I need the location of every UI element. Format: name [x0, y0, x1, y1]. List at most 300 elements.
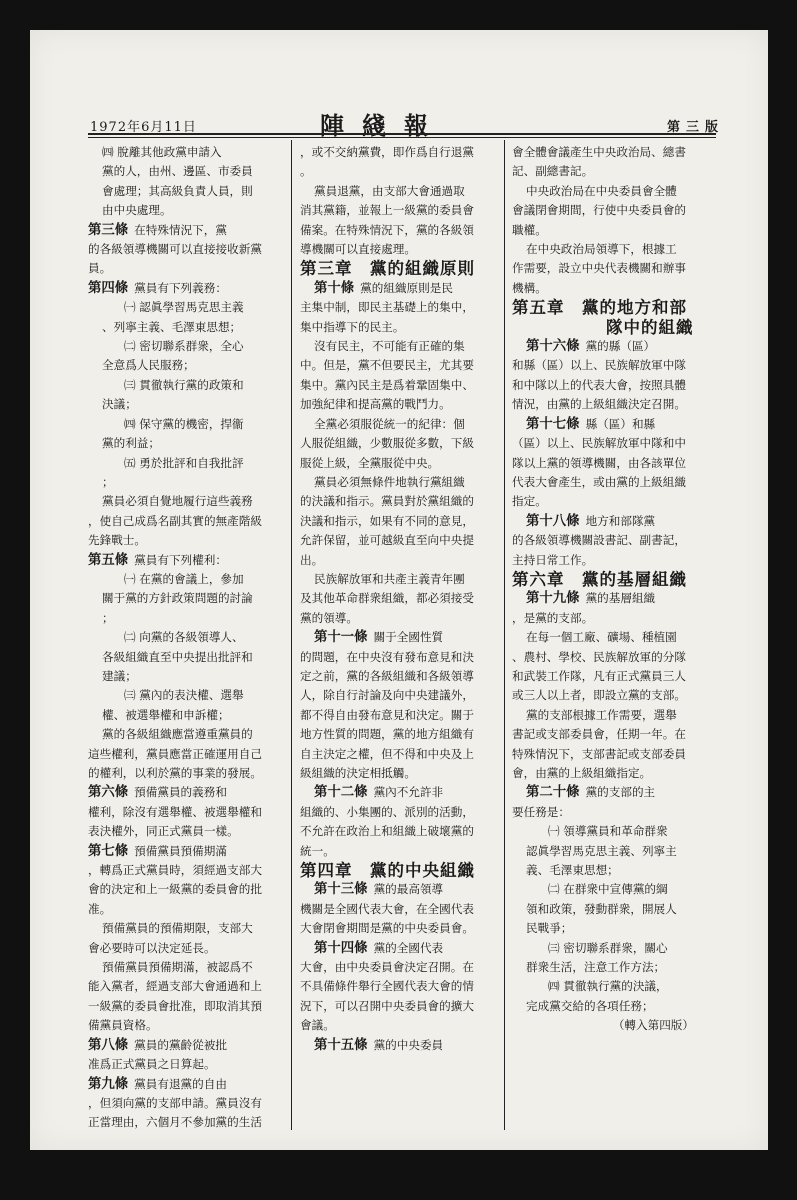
- line-text: 黨員必須自覺地履行這些義務: [102, 494, 253, 509]
- line-text: ，是黨的支部。: [512, 610, 594, 625]
- line-text: 自主決定之權，但不得和中央及上: [300, 746, 474, 761]
- text-line: [300, 764, 498, 783]
- text-line: [512, 977, 716, 996]
- line-text: 全黨必須服從統一的紀律：個: [314, 416, 465, 431]
- line-text: ，或不交納黨費，即作爲自行退黨: [300, 145, 474, 159]
- line-text: 建議；: [102, 668, 137, 683]
- text-line: [88, 259, 286, 278]
- line-text: ㈢ 密切聯系群衆，關心: [548, 940, 668, 955]
- line-text: 不允許在政治上和組織上破壞黨的: [300, 824, 474, 839]
- line-text: 主持日常工作。: [512, 552, 594, 567]
- text-line: [300, 201, 498, 220]
- line-text: 預備黨員預備期滿，被認爲不: [102, 960, 253, 975]
- line-text: 機構。: [512, 280, 547, 295]
- article-number: 第六條: [88, 784, 129, 801]
- text-line: [300, 551, 498, 570]
- text-line: [300, 454, 498, 473]
- line-text: ㈤ 勇於批評和自我批評: [124, 455, 244, 470]
- line-text: 員。: [88, 261, 112, 276]
- chapter-heading: [512, 570, 716, 589]
- line-text: 備黨員資格。: [88, 1018, 158, 1033]
- line-text: 大會閉會期間是黨的中央委員會。: [300, 921, 474, 936]
- line-text: ，轉爲正式黨員時，須經過支部大: [88, 863, 262, 878]
- line-text: 和縣（區）以上、民族解放軍中隊: [512, 358, 686, 373]
- text-line: [88, 1055, 286, 1074]
- text-line: [300, 240, 498, 259]
- text-line: [88, 1094, 286, 1113]
- text-line: [88, 686, 286, 705]
- text-line: [300, 221, 498, 240]
- text-line: [300, 880, 498, 899]
- text-line: [88, 162, 286, 181]
- chapter-heading: [300, 259, 498, 278]
- line-text: 黨的利益；: [102, 436, 160, 451]
- article-number: 第十四條: [314, 939, 368, 956]
- text-line: [512, 900, 716, 919]
- text-line: [88, 512, 286, 531]
- text-line: [300, 279, 498, 298]
- line-text: 認眞學習馬克思主義、列寧主: [526, 843, 677, 858]
- issue-date: 1972年6月11日: [90, 120, 197, 135]
- text-line: [512, 551, 716, 570]
- text-line: [88, 609, 286, 628]
- line-text: ㈡ 向黨的各級領導人、: [124, 630, 244, 645]
- text-line: [88, 531, 286, 550]
- line-text: ㈣ 貫徹執行黨的決議，: [548, 979, 668, 994]
- text-line: [512, 842, 716, 861]
- line-text: 黨的中央委員: [373, 1037, 444, 1052]
- text-line: [300, 376, 498, 395]
- text-line: [300, 512, 498, 531]
- line-text: 人，除自行討論及向中央建議外，: [300, 688, 474, 703]
- line-text: 人服從組織，少數服從多數，下級: [300, 436, 474, 451]
- line-text: 況下，可以召開中央委員會的擴大: [300, 998, 474, 1013]
- text-line: [512, 454, 716, 473]
- line-text: ㈠ 在黨的會議上，參加: [124, 571, 244, 586]
- line-text: 在特殊情況下，黨: [134, 222, 227, 237]
- text-line: [300, 842, 498, 861]
- line-text: 和中隊以上的代表大會，按照具體: [512, 377, 686, 392]
- text-line: [88, 1036, 286, 1055]
- line-text: 集中。黨內民主是爲着鞏固集中、: [300, 377, 474, 392]
- line-text: 准爲正式黨員之日算起。: [88, 1057, 216, 1072]
- line-text: 完成黨交給的各項任務；: [526, 998, 654, 1013]
- line-text: 關于全國性質: [373, 630, 444, 645]
- text-line: [512, 279, 716, 298]
- line-text: ，但須向黨的支部申請。黨員沒有: [88, 1095, 262, 1110]
- line-text: 黨的組織原則是民: [360, 280, 453, 295]
- text-line: [512, 764, 716, 783]
- line-text: 表決權外，同正式黨員一樣。: [88, 824, 239, 839]
- text-line: [300, 143, 498, 162]
- line-text: 關于黨的方針政策問題的討論: [102, 591, 253, 606]
- line-text: 會全體會議產生中央政治局、總書: [512, 145, 686, 159]
- line-text: 都不得自由發布意見和決定。關于: [300, 707, 474, 722]
- text-line: [88, 395, 286, 414]
- line-text: 機關是全國代表大會，在全國代表: [300, 901, 474, 916]
- line-text: 要任務是：: [512, 804, 570, 819]
- text-line: [300, 434, 498, 453]
- line-text: 群衆生活，注意工作方法；: [526, 960, 666, 975]
- text-line: [88, 977, 286, 996]
- line-text: 黨的最高領導: [373, 882, 444, 897]
- chapter-heading: [300, 861, 498, 880]
- line-text: 黨員退黨，由支部大會通過取: [314, 183, 465, 198]
- line-text: ㈡ 在群衆中宣傳黨的綱: [548, 882, 668, 897]
- text-line: [88, 958, 286, 977]
- line-text: 第四章 黨的中央組織: [300, 861, 475, 881]
- line-text: 定之前，黨的各級組織和各級領導: [300, 668, 474, 683]
- text-line: [88, 551, 286, 570]
- text-line: [88, 939, 286, 958]
- line-text: 主集中制，即民主基礎上的集中，: [300, 300, 474, 315]
- line-text: 預備黨員預備期滿: [134, 843, 227, 858]
- text-line: [300, 822, 498, 841]
- text-line: [512, 783, 716, 802]
- text-line: [512, 861, 716, 880]
- line-text: 正當理由，六個月不參加黨的生活: [88, 1115, 262, 1130]
- line-text: 組織的、小集團的、派別的活動，: [300, 804, 474, 819]
- text-line: [88, 900, 286, 919]
- text-line: [512, 648, 716, 667]
- text-line: [88, 298, 286, 317]
- text-line: [88, 725, 286, 744]
- line-text: 預備黨員的預備期限，支部大: [102, 921, 253, 936]
- text-line: [512, 492, 716, 511]
- text-line: [88, 1016, 286, 1035]
- line-text: 不具備條件舉行全國代表大會的情: [300, 979, 474, 994]
- article-number: 第四條: [88, 279, 129, 296]
- line-text: 職權。: [512, 222, 547, 237]
- text-line: [88, 143, 286, 162]
- text-column-1: [88, 143, 286, 1133]
- text-line: [300, 298, 498, 317]
- line-text: 會議。: [300, 1018, 335, 1033]
- line-text: 。: [300, 164, 312, 179]
- line-text: 允許保留，並可越級直至向中央提: [300, 533, 474, 548]
- line-text: 義、毛澤東思想；: [526, 863, 619, 878]
- line-text: 、農村、學校、民族解放軍的分隊: [512, 649, 686, 664]
- text-line: [300, 162, 498, 181]
- text-line: [300, 337, 498, 356]
- text-column-3: [512, 143, 716, 1036]
- line-text: 民戰爭；: [526, 921, 573, 936]
- newspaper-title: 陣綫報: [320, 111, 446, 140]
- article-number: 第十六條: [526, 338, 580, 355]
- text-line: [88, 473, 286, 492]
- text-line: [88, 589, 286, 608]
- line-text: 出。: [300, 552, 324, 567]
- line-text: 加強紀律和提高黨的戰鬥力。: [300, 397, 451, 412]
- line-text: 民族解放軍和共產主義青年團: [314, 571, 465, 586]
- article-number: 第十五條: [314, 1036, 368, 1053]
- line-text: 、列寧主義、毛澤東思想；: [102, 319, 242, 334]
- line-text: 及其他革命群衆組織，都必須接受: [300, 591, 474, 606]
- line-text: 沒有民主，不可能有正確的集: [314, 339, 465, 354]
- text-line: [512, 337, 716, 356]
- line-text: 導機關可以直接處理。: [300, 242, 416, 257]
- line-text: ㈢ 黨內的表決權、選舉: [124, 688, 244, 703]
- line-text: 服從上級，全黨服從中央。: [300, 455, 440, 470]
- article-number: 第八條: [88, 1036, 129, 1053]
- text-line: [88, 667, 286, 686]
- text-line: [300, 570, 498, 589]
- line-text: ㈣ 脫離其他政黨申請入: [102, 145, 222, 159]
- line-text: 會議閉會期間，行使中央委員會的: [512, 203, 686, 218]
- text-line: [88, 221, 286, 240]
- line-text: 或三人以上者，即設立黨的支部。: [512, 688, 686, 703]
- line-text: 地方和部隊黨: [585, 513, 656, 528]
- article-number: 第十七條: [526, 415, 580, 432]
- text-line: [88, 1113, 286, 1132]
- line-text: 黨的人，由州、邊區、市委員: [102, 164, 253, 179]
- text-line: [300, 182, 498, 201]
- masthead: [58, 100, 730, 140]
- article-number: 第十一條: [314, 629, 368, 646]
- column-divider-1: [291, 140, 292, 1130]
- text-line: [88, 376, 286, 395]
- text-line: [88, 337, 286, 356]
- line-text: 大會，由中央委員會決定召開。在: [300, 960, 474, 975]
- line-text: 先鋒戰士。: [88, 533, 146, 548]
- line-text: 黨的領導。: [300, 610, 358, 625]
- text-line: [512, 667, 716, 686]
- line-text: 能入黨者，經過支部大會通過和上: [88, 979, 262, 994]
- text-column-2: [300, 143, 498, 1055]
- text-line: [88, 648, 286, 667]
- text-line: [300, 609, 498, 628]
- line-text: 領和政策，發動群衆，開展人: [526, 901, 677, 916]
- article-number: 第二十條: [526, 784, 580, 801]
- text-line: [300, 919, 498, 938]
- text-line: [512, 803, 716, 822]
- line-text: 黨員必須無條件地執行黨組織: [314, 474, 465, 489]
- article-number: 第十九條: [526, 590, 580, 607]
- text-line: [300, 648, 498, 667]
- line-text: 會處理；其高級負責人員，則: [102, 183, 253, 198]
- page-number: 第三版: [666, 120, 724, 135]
- line-text: 書記或支部委員會，任期一年。在: [512, 727, 686, 742]
- line-text: 黨的全國代表: [373, 940, 444, 955]
- line-text: 中。但是，黨不但要民主，尤其要: [300, 358, 474, 373]
- text-line: [512, 880, 716, 899]
- line-text: 的決議和指示。黨員對於黨組織的: [300, 494, 474, 509]
- text-line: [88, 706, 286, 725]
- article-number: 第十條: [314, 279, 355, 296]
- line-text: 代表大會產生，或由黨的上級組織: [512, 474, 686, 489]
- text-line: [300, 1016, 498, 1035]
- text-line: [512, 589, 716, 608]
- text-line: [512, 745, 716, 764]
- line-text: 這些權利，黨員應當正確運用自己: [88, 746, 262, 761]
- text-line: [512, 628, 716, 647]
- text-line: [512, 531, 716, 550]
- text-line: [300, 900, 498, 919]
- line-text: 特殊情況下，支部書記或支部委員: [512, 746, 686, 761]
- text-line: [512, 822, 716, 841]
- text-line: [300, 706, 498, 725]
- text-line: [300, 415, 498, 434]
- text-line: [88, 356, 286, 375]
- text-line: [88, 279, 286, 298]
- line-text: 指定。: [512, 494, 547, 509]
- text-line: [512, 162, 716, 181]
- text-line: [88, 1075, 286, 1094]
- text-line: [512, 356, 716, 375]
- line-text: ；: [102, 474, 114, 489]
- text-line: [300, 686, 498, 705]
- text-line: [512, 221, 716, 240]
- text-line: [512, 609, 716, 628]
- article-number: 第五條: [88, 551, 129, 568]
- line-text: （區）以上、民族解放軍中隊和中: [512, 436, 686, 451]
- text-line: [300, 395, 498, 414]
- text-line: [300, 628, 498, 647]
- text-line: [300, 531, 498, 550]
- line-text: 隊中的組織: [606, 317, 694, 337]
- text-line: [300, 745, 498, 764]
- text-line: [512, 939, 716, 958]
- text-line: [512, 415, 716, 434]
- text-line: [88, 997, 286, 1016]
- line-text: 第六章 黨的基層組織: [512, 569, 687, 589]
- line-text: ㈡ 密切聯系群衆，全心: [124, 339, 244, 354]
- line-text: 備案。在特殊情況下，黨的各級領: [300, 222, 474, 237]
- line-text: 記、副總書記。: [512, 164, 594, 179]
- text-line: [88, 318, 286, 337]
- text-line: [88, 861, 286, 880]
- line-text: 權、被選舉權和申訴權；: [102, 707, 230, 722]
- text-line: [512, 201, 716, 220]
- text-line: [512, 395, 716, 414]
- line-text: 和武裝工作隊，凡有正式黨員三人: [512, 668, 686, 683]
- chapter-heading: [512, 298, 716, 317]
- text-line: [512, 240, 716, 259]
- text-line: [88, 570, 286, 589]
- text-line: [512, 958, 716, 977]
- line-text: （轉入第四版）: [612, 1018, 694, 1033]
- text-line: [512, 919, 716, 938]
- line-text: 地方性質的問題，黨的地方組織有: [300, 727, 474, 742]
- text-line: [88, 454, 286, 473]
- text-line: [300, 783, 498, 802]
- article-number: 第十二條: [314, 784, 368, 801]
- line-text: 第五章 黨的地方和部: [512, 298, 687, 318]
- text-line: [300, 803, 498, 822]
- text-line: [300, 667, 498, 686]
- text-line: [88, 240, 286, 259]
- text-line: [512, 706, 716, 725]
- line-text: 消其黨籍，並報上一級黨的委員會: [300, 203, 474, 218]
- line-text: 權利，除沒有選舉權、被選舉權和: [88, 804, 262, 819]
- text-line: [512, 376, 716, 395]
- line-text: 集中指導下的民主。: [300, 319, 405, 334]
- text-line: [512, 434, 716, 453]
- line-text: 決議和指示，如果有不同的意見，: [300, 513, 474, 528]
- text-line: [88, 415, 286, 434]
- line-text: 會，由黨的上級組織指定。: [512, 766, 652, 780]
- text-line: [512, 686, 716, 705]
- line-text: 一級黨的委員會批准，即取消其預: [88, 998, 262, 1013]
- line-text: 情況，由黨的上級組織決定召開。: [512, 397, 686, 412]
- line-text: 准。: [88, 901, 112, 916]
- line-text: 隊以上黨的領導機關，由各該單位: [512, 455, 686, 470]
- line-text: 縣（區）和縣: [585, 416, 656, 431]
- line-text: 黨的縣（區）: [585, 339, 656, 354]
- line-text: ㈢ 貫徹執行黨的政策和: [124, 377, 244, 392]
- text-line: [300, 589, 498, 608]
- text-line: [88, 842, 286, 861]
- text-line: [512, 997, 716, 1016]
- text-line: [512, 512, 716, 531]
- column-divider-2: [504, 140, 505, 1130]
- text-line: [300, 977, 498, 996]
- line-text: 會的決定和上一級黨的委員會的批: [88, 882, 262, 897]
- text-line: [300, 492, 498, 511]
- text-line: [512, 182, 716, 201]
- line-text: 的各級領導機關設書記、副書記，: [512, 533, 686, 548]
- line-text: 黨員有下列權利：: [134, 552, 227, 567]
- line-text: 黨的支部的主: [585, 785, 656, 800]
- text-line: [88, 201, 286, 220]
- line-text: 各級組織直至中央提出批評和: [102, 649, 253, 664]
- header-rule: [88, 133, 716, 135]
- text-line: [512, 259, 716, 278]
- line-text: 預備黨員的義務和: [134, 785, 227, 800]
- line-text: 決議；: [102, 397, 137, 412]
- text-line: [88, 628, 286, 647]
- line-text: ㈠ 認眞學習馬克思主義: [124, 300, 244, 315]
- line-text: 黨的支部根據工作需要，選舉: [526, 707, 677, 722]
- text-line: [300, 939, 498, 958]
- article-number: 第九條: [88, 1075, 129, 1092]
- article-number: 第十八條: [526, 512, 580, 529]
- line-text: ㈠ 領導黨員和革命群衆: [548, 824, 668, 839]
- line-text: 第三章 黨的組織原則: [300, 259, 475, 279]
- line-text: 黨員的黨齡從被批: [134, 1037, 227, 1052]
- line-text: 黨員有下列義務：: [134, 280, 227, 295]
- text-line: [300, 318, 498, 337]
- text-line: [300, 958, 498, 977]
- line-text: 在中央政治局領導下，根據工: [526, 242, 677, 257]
- line-text: ；: [102, 610, 114, 625]
- text-line: [300, 473, 498, 492]
- text-line: [88, 783, 286, 802]
- line-text: 的各級領導機關可以直接接收新黨: [88, 242, 262, 257]
- article-number: 第十三條: [314, 881, 368, 898]
- text-line: [88, 745, 286, 764]
- text-line: [512, 473, 716, 492]
- text-line: [88, 182, 286, 201]
- line-text: 的權利，以利於黨的事業的發展。: [88, 766, 262, 780]
- text-line: [512, 725, 716, 744]
- line-text: 全意爲人民服務；: [102, 358, 195, 373]
- line-text: 由中央處理。: [102, 203, 172, 218]
- header-rule-thin: [88, 137, 716, 138]
- line-text: 級組織的決定相抵觸。: [300, 766, 416, 780]
- line-text: 中央政治局在中央委員會全體: [526, 183, 677, 198]
- text-line: [88, 764, 286, 783]
- text-line: [88, 492, 286, 511]
- line-text: 黨的各級組織應當遵重黨員的: [102, 727, 253, 742]
- line-text: 黨員有退黨的自由: [134, 1076, 227, 1091]
- text-line: [512, 143, 716, 162]
- line-text: 在每一個工廠、礦場、種植園: [526, 630, 677, 645]
- article-number: 第三條: [88, 221, 129, 238]
- line-text: 的問題，在中央沒有發布意見和決: [300, 649, 474, 664]
- text-line: [300, 725, 498, 744]
- text-line: [300, 997, 498, 1016]
